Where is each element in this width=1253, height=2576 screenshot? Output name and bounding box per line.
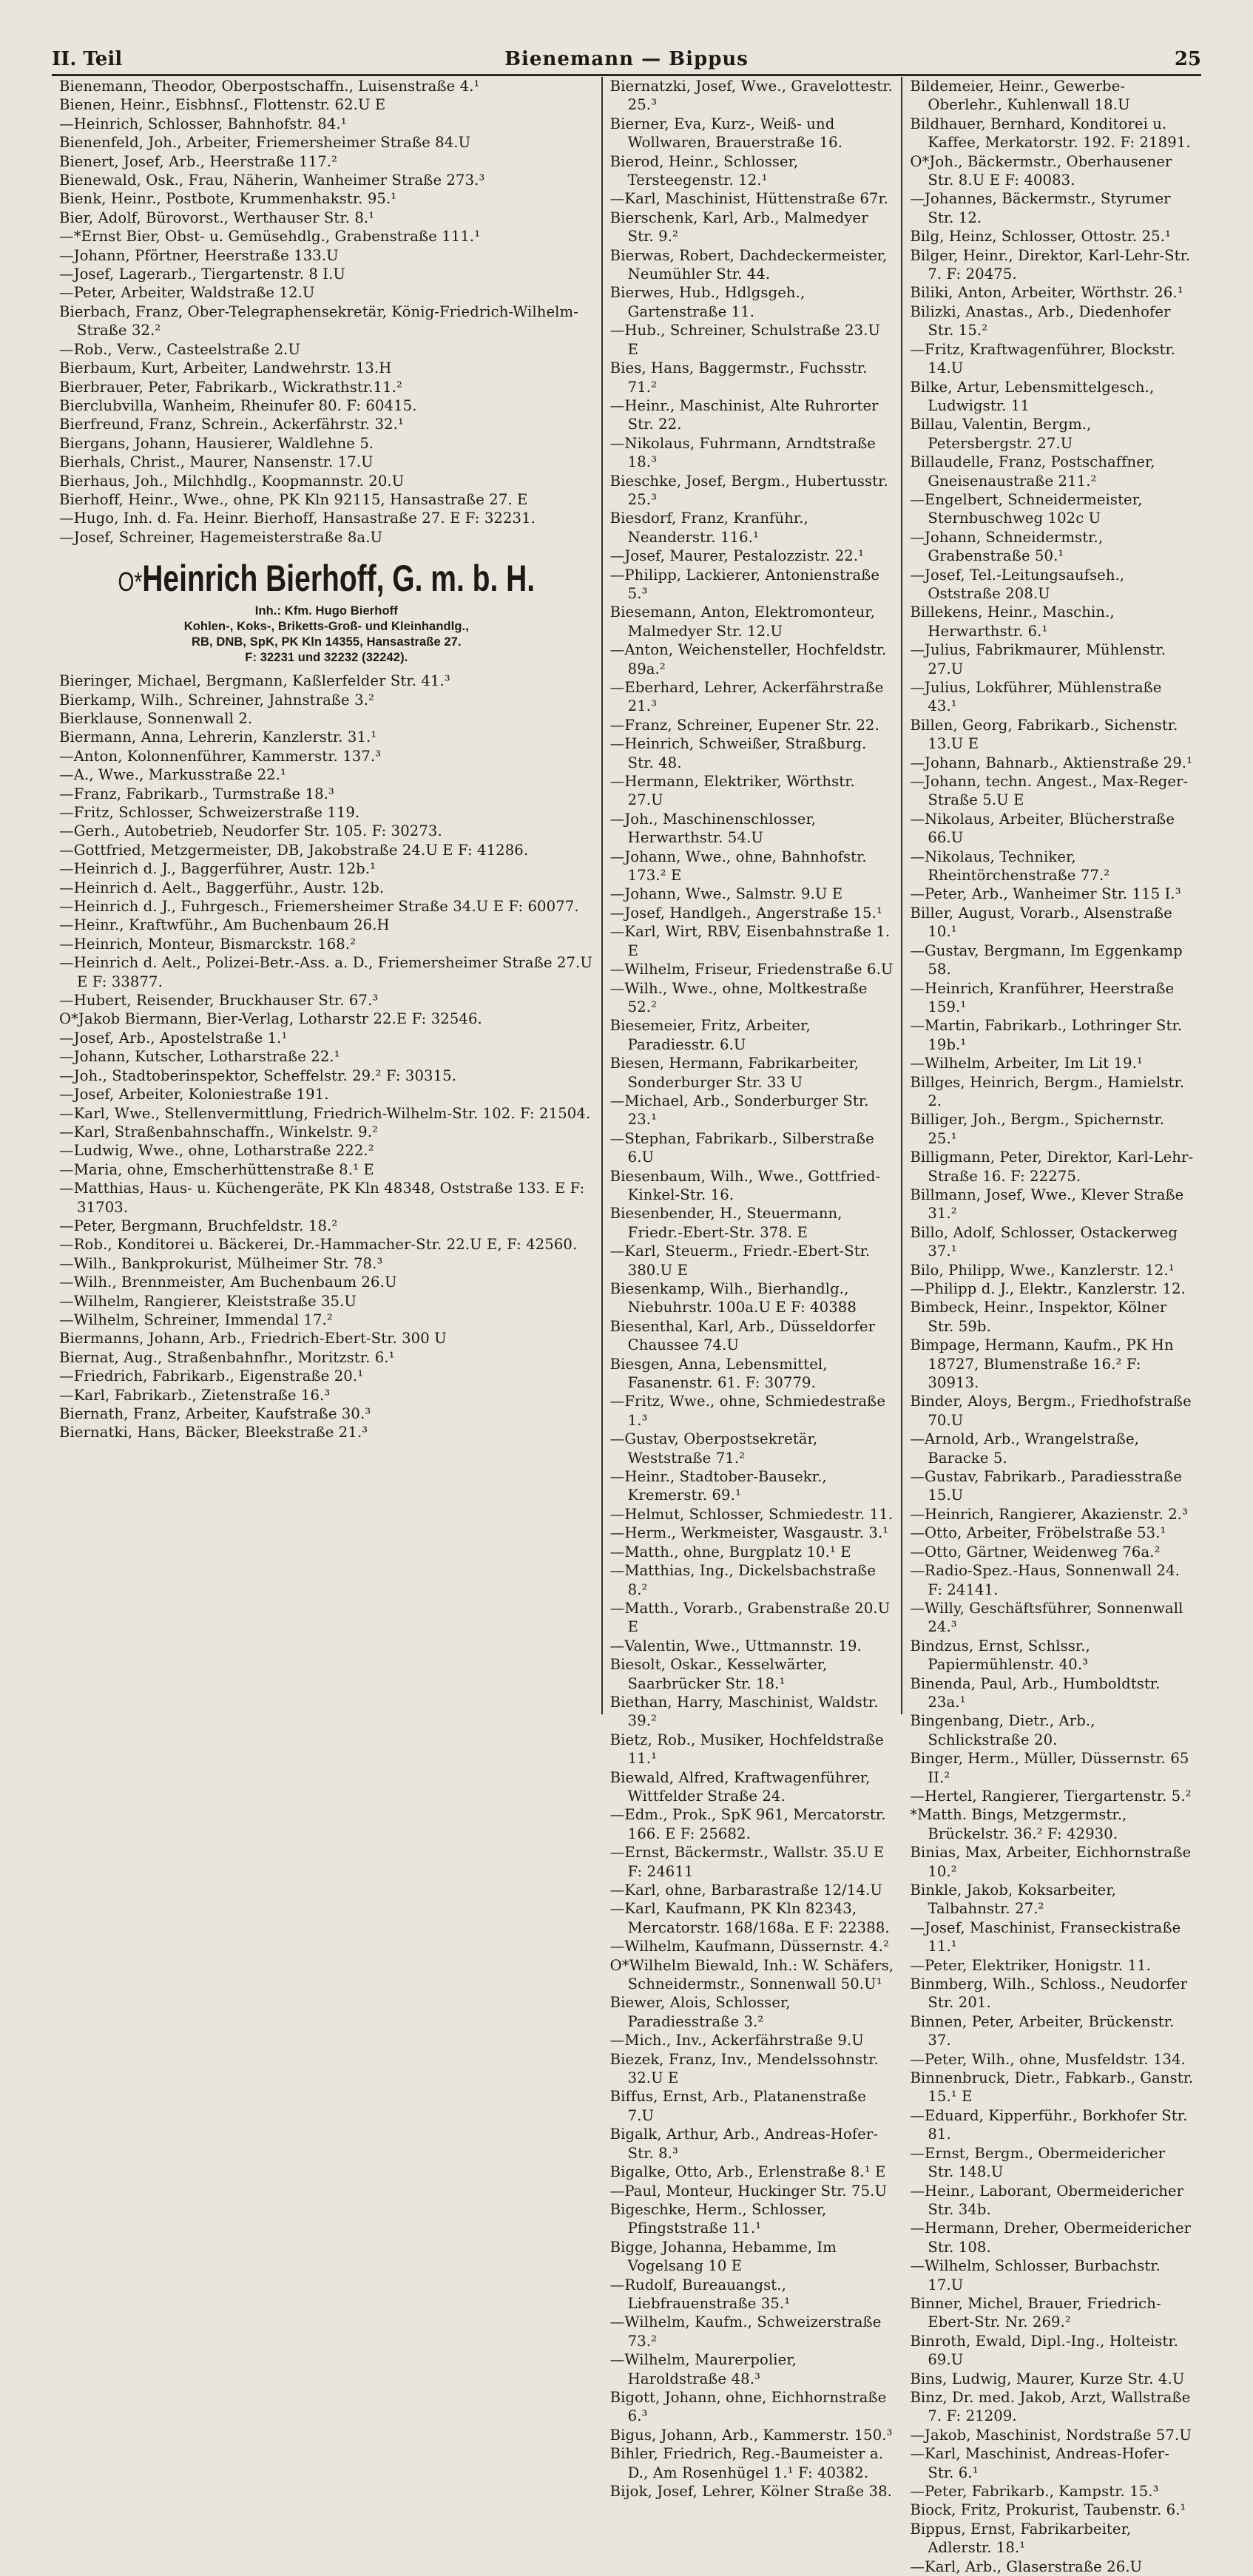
directory-entry: Bienk, Heinr., Postbote, Krummenhakstr. 95.¹	[59, 190, 397, 208]
directory-entry: Bigus, Johann, Arb., Kammerstr. 150.³	[609, 2426, 893, 2444]
directory-entry: Bienen, Heinr., Eisbhnsſ., Flottenstr. 62.U E	[59, 96, 386, 114]
directory-entry: —Karl, Fabrikarb., Zietenstraße 16.³	[59, 1386, 331, 1404]
directory-entry: Biethan, Harry, Maschinist, Waldstr. 39.²	[609, 1693, 879, 1730]
directory-entry: —Arnold, Arb., Wrangelstraße, Baracke 5.	[910, 1430, 1139, 1467]
directory-entry: —Heinrich d. J., Baggerführer, Austr. 12b.¹	[59, 860, 376, 878]
directory-entry: Bippus, Ernst, Fabrikarbeiter, Adlerstr. 18.¹	[910, 2520, 1132, 2557]
directory-entry: —Karl, Maschinist, Hüttenstraße 67r.	[609, 190, 889, 208]
directory-entry: —Josef, Schreiner, Hagemeisterstraße 8a.U	[59, 528, 383, 546]
directory-entry: Billiger, Joh., Bergm., Spichernstr. 25.¹	[910, 1111, 1165, 1147]
directory-entry: —Otto, Gärtner, Weidenweg 76a.²	[910, 1543, 1161, 1561]
directory-entry: —Karl, ohne, Barbarastraße 12/14.U	[609, 1882, 882, 1899]
directory-entry: O*Jakob Biermann, Bier-Verlag, Lotharstr 22.E F: 32546.	[59, 1010, 482, 1028]
directory-entry: —Heinr., Stadtober-Bausekr., Kremerstr. 69.¹	[609, 1468, 827, 1504]
directory-entry: —Peter, Arbeiter, Waldstraße 12.U	[59, 284, 315, 302]
directory-entry: Bier, Adolf, Bürovorst., Werthauser Str. 8.¹	[59, 209, 375, 226]
directory-entry: —Matthias, Haus- u. Küchengeräte, PK Kln 48348, Oststraße 133. E F: 31703.	[59, 1180, 585, 1216]
directory-entry: —Eberhard, Lehrer, Ackerfährstraße 21.³	[609, 679, 884, 715]
directory-entry: —Franz, Schreiner, Eupener Str. 22.	[609, 716, 879, 734]
directory-entry: —Josef, Maschinist, Franseckistraße 11.¹	[910, 1919, 1181, 1955]
directory-entry: —Rudolf, Bureauangst., Liebfrauenstraße 35.¹	[609, 2276, 791, 2312]
directory-entry: Billo, Adolf, Schlosser, Ostackerweg 37.¹	[910, 1223, 1178, 1260]
directory-entry: —Heinrich d. J., Fuhrgesch., Friemersheimer Straße 34.U E F: 60077.	[59, 898, 579, 916]
directory-entry: Biesen, Hermann, Fabrikarbeiter, Sonderburger Str. 33 U	[609, 1055, 859, 1091]
directory-entry: Billau, Valentin, Bergm., Petersbergstr. 27.U	[910, 416, 1092, 452]
directory-entry: —Nikolaus, Arbeiter, Blücherstraße 66.U	[910, 810, 1175, 847]
directory-entry: Biesemeier, Fritz, Arbeiter, Paradiesstr. 6.U	[609, 1017, 811, 1053]
directory-entry: O*Joh., Bäckermstr., Oberhausener Str. 8.U E F: 40083.	[910, 152, 1172, 189]
directory-entry: —Johann, Kutscher, Lotharstraße 22.¹	[59, 1048, 340, 1066]
advertisement-line: Inh.: Kfm. Hugo Bierhoff	[254, 604, 398, 618]
directory-entry: Biernatzki, Josef, Wwe., Gravelottestr. 25.³	[609, 78, 893, 114]
directory-entry: —Hermann, Elektriker, Wörthstr. 27.U	[609, 773, 855, 809]
directory-entry: —Hertel, Rangierer, Tiergartenstr. 5.²	[910, 1787, 1192, 1805]
page-header	[52, 44, 1201, 74]
directory-entry: Bindzus, Ernst, Schlssr., Papiermühlenstr. 40.³	[910, 1637, 1090, 1674]
directory-entry: —Mich., Inv., Ackerfährstraße 9.U	[609, 2032, 864, 2049]
directory-entry: Bildemeier, Heinr., Gewerbe-Oberlehr., Kuhlenwall 18.U	[910, 78, 1130, 114]
directory-entry: Binmberg, Wilh., Schloss., Neudorfer Str. 201.	[910, 1975, 1188, 2012]
directory-entry: —Valentin, Wwe., Uttmannstr. 19.	[609, 1637, 862, 1654]
directory-entry: Bihler, Friedrich, Reg.-Baumeister a. D., Am Rosenhügel 1.¹ F: 40382.	[609, 2445, 884, 2481]
directory-entry: —Willy, Geschäftsführer, Sonnenwall 24.³	[910, 1599, 1183, 1636]
directory-entry: —Heinr., Maschinist, Alte Ruhrorter Str. 22.	[609, 396, 879, 433]
directory-entry: Bierhals, Christ., Maurer, Nansenstr. 17.U	[59, 453, 374, 471]
directory-entry: Binger, Herm., Müller, Düssernstr. 65 II.²	[910, 1750, 1189, 1786]
directory-entry: Billmann, Josef, Wwe., Klever Straße 31.²	[910, 1186, 1184, 1223]
directory-entry: —Gerh., Autobetrieb, Neudorfer Str. 105. F: 30273.	[59, 822, 442, 840]
directory-entry: —Johann, Wwe., Salmstr. 9.U E	[609, 885, 843, 903]
directory-entry: Bietz, Rob., Musiker, Hochfeldstraße 11.¹	[609, 1731, 884, 1768]
directory-entry: Billekens, Heinr., Maschin., Herwarthstr. 6.¹	[910, 604, 1115, 640]
directory-entry: O*Wilhelm Biewald, Inh.: W. Schäfers, Schneidermstr., Sonnenwall 50.U¹	[609, 1956, 894, 1993]
directory-entry: —Hugo, Inh. d. Fa. Heinr. Bierhoff, Hansastraße 27. E F: 32231.	[59, 510, 536, 527]
directory-entry: Binroth, Ewald, Dipl.-Ing., Holteistr. 69.U	[910, 2332, 1179, 2369]
directory-entry: —Julius, Fabrikmaurer, Mühlenstr. 27.U	[910, 641, 1166, 677]
advertisement	[59, 557, 594, 666]
directory-entry: Billen, Georg, Fabrikarb., Sichenstr. 13.U E	[910, 716, 1178, 753]
directory-entry: Biliki, Anton, Arbeiter, Wörthstr. 26.¹	[910, 284, 1183, 302]
directory-entry: Bins, Ludwig, Maurer, Kurze Str. 4.U	[910, 2370, 1185, 2387]
directory-entry: Biernatki, Hans, Bäcker, Bleekstraße 21.³	[59, 1424, 368, 1441]
directory-entry: Bienert, Josef, Arb., Heerstraße 117.²	[59, 152, 338, 170]
directory-entry: Biesgen, Anna, Lebensmittel, Fasanenstr. 61. F: 30779.	[609, 1355, 828, 1392]
directory-entry: Bierhaus, Joh., Milchhdlg., Koopmannstr. 20.U	[59, 472, 405, 490]
directory-entry: Bilke, Artur, Lebensmittelgesch., Ludwigstr. 11	[910, 378, 1155, 414]
directory-entry: —Johann, Schneidermstr., Grabenstraße 50.¹	[910, 528, 1104, 565]
directory-entry: —Anton, Kolonnenführer, Kammerstr. 137.³	[59, 747, 382, 765]
directory-entry: Biesenthal, Karl, Arb., Düsseldorfer Chaussee 74.U	[609, 1317, 876, 1354]
directory-entry: —Hermann, Dreher, Obermeidericher Str. 108.	[910, 2220, 1192, 2256]
directory-entry: Binkle, Jakob, Koksarbeiter, Talbahnstr. 27.²	[910, 1882, 1117, 1918]
directory-entry: —Heinrich d. Aelt., Polizei-Betr.-Ass. a. D., Friemersheimer Straße 27.U E F: 33877.	[59, 954, 592, 990]
advertisement-line: RB, DNB, SpK, PK Kln 14355, Hansastraße 27.	[191, 635, 462, 649]
directory-entry: —Peter, Elektriker, Honigstr. 11.	[910, 1956, 1152, 1974]
header-rule	[52, 74, 1201, 76]
directory-entry: —Maria, ohne, Emscherhüttenstraße 8.¹ E	[59, 1160, 374, 1178]
directory-entry: —Wilhelm, Rangierer, Kleiststraße 35.U	[59, 1292, 357, 1310]
directory-entry: Binnen, Peter, Arbeiter, Brückenstr. 37.	[910, 2012, 1175, 2049]
directory-entry: —Ludwig, Wwe., ohne, Lotharstraße 222.²	[59, 1142, 374, 1160]
directory-entry: —Nikolaus, Fuhrmann, Arndtstraße 18.³	[609, 434, 876, 471]
directory-entry: —A., Wwe., Markusstraße 22.¹	[59, 766, 286, 784]
directory-entry: Biesenbaum, Wilh., Wwe., Gottfried-Kinkel-Str. 16.	[609, 1167, 881, 1203]
directory-entry: Bilg, Heinz, Schlosser, Ottostr. 25.¹	[910, 228, 1171, 246]
directory-entry: Billigmann, Peter, Direktor, Karl-Lehr-Straße 16. F: 22275.	[910, 1149, 1194, 1185]
directory-entry: —Wilhelm, Arbeiter, Im Lit 19.¹	[910, 1055, 1143, 1072]
directory-entry: —Heinrich, Schlosser, Bahnhofstr. 84.¹	[59, 115, 347, 132]
directory-entry: —Philipp, Lackierer, Antonienstraße 5.³	[609, 566, 880, 602]
directory-entry: —*Ernst Bier, Obst- u. Gemüsehdlg., Grabenstraße 111.¹	[59, 228, 481, 246]
directory-entry: Billaudelle, Franz, Postschaffner, Gneisenaustraße 211.²	[910, 453, 1155, 490]
directory-entry: —Josef, Lagerarb., Tiergartenstr. 8 I.U	[59, 266, 346, 283]
directory-entry: —Peter, Wilh., ohne, Musfeldstr. 134.	[910, 2050, 1186, 2068]
directory-entry: Bienenfeld, Joh., Arbeiter, Friemersheimer Straße 84.U	[59, 134, 471, 152]
column-3	[901, 77, 1201, 2575]
directory-entry: —Peter, Bergmann, Bruchfeldstr. 18.²	[59, 1217, 338, 1234]
directory-entry: —Franz, Fabrikarb., Turmstraße 18.³	[59, 785, 334, 802]
directory-entry: Bigeschke, Herm., Schlosser, Pfingststraße 11.¹	[609, 2200, 827, 2237]
directory-entry: —Rob., Konditorei u. Bäckerei, Dr.-Hammacher-Str. 22.U E, F: 42560.	[59, 1236, 578, 1254]
directory-entry: —Rob., Verw., Casteelstraße 2.U	[59, 340, 301, 358]
directory-entry: Bierner, Eva, Kurz-, Weiß- und Wollwaren, Brauerstraße 16.	[609, 115, 843, 152]
directory-entry: Biller, August, Vorarb., Alsenstraße 10.¹	[910, 904, 1172, 941]
directory-entry: Bigalk, Arthur, Arb., Andreas-Hofer-Str. 8.³	[609, 2126, 879, 2162]
directory-entry: —Otto, Arbeiter, Fröbelstraße 53.¹	[910, 1524, 1166, 1542]
directory-entry: —Jakob, Maschinist, Nordstraße 57.U	[910, 2426, 1192, 2444]
directory-entry: —Engelbert, Schneidermeister, Sternbuschweg 102c U	[910, 490, 1143, 527]
directory-entry: Biermanns, Johann, Arb., Friedrich-Ebert-Str. 300 U	[59, 1330, 447, 1348]
advertisement-line: Kohlen-, Koks-, Briketts-Groß- und Kleinhandlg.,	[183, 620, 469, 634]
directory-entry: Biesemann, Anton, Elektromonteur, Malmedyer Str. 12.U	[609, 604, 875, 640]
directory-entry: Biesenbender, H., Steuermann, Friedr.-Ebert-Str. 378. E	[609, 1205, 842, 1241]
directory-entry: —Karl, Steuerm., Friedr.-Ebert-Str. 380.U E	[609, 1243, 871, 1279]
directory-entry: —Heinrich, Monteur, Bismarckstr. 168.²	[59, 935, 357, 953]
directory-entry: —Karl, Maschinist, Andreas-Hofer-Str. 6.¹	[910, 2445, 1169, 2481]
directory-entry: —Fritz, Wwe., ohne, Schmiedestraße 1.³	[609, 1393, 886, 1429]
directory-entry: Bimpage, Hermann, Kaufm., PK Hn 18727, Blumenstraße 16.² F: 30913.	[910, 1336, 1174, 1392]
directory-entry: Binias, Max, Arbeiter, Eichhornstraße 10.²	[910, 1844, 1192, 1880]
directory-entry: —Wilhelm, Schlosser, Burbachstr. 17.U	[910, 2257, 1161, 2293]
directory-entry: —Peter, Arb., Wanheimer Str. 115 I.³	[910, 885, 1181, 903]
directory-entry: —Joh., Maschinenschlosser, Herwarthstr. 54.U	[609, 810, 817, 847]
directory-entry: —Gottfried, Metzgermeister, DB, Jakobstraße 24.U E F: 41286.	[59, 841, 529, 859]
directory-entry: —Wilh., Wwe., ohne, Moltkestraße 52.²	[609, 979, 868, 1015]
directory-entry: —Helmut, Schlosser, Schmiedestr. 11.	[609, 1505, 894, 1523]
directory-entry: Bierschenk, Karl, Arb., Malmedyer Str. 9.²	[609, 209, 868, 246]
directory-entry: —Wilhelm, Schreiner, Immendal 17.²	[59, 1311, 333, 1328]
directory-entry: —Martin, Fabrikarb., Lothringer Str. 19b.¹	[910, 1017, 1183, 1053]
directory-entry: —Johann, Wwe., ohne, Bahnhofstr. 173.² E	[609, 848, 867, 885]
directory-entry: Bienemann, Theodor, Oberpostschaffn., Luisenstraße 4.¹	[59, 78, 480, 95]
directory-entry: —Fritz, Schlosser, Schweizerstraße 119.	[59, 804, 360, 821]
directory-entry: Bierod, Heinr., Schlosser, Tersteegenstr. 12.¹	[609, 152, 799, 189]
directory-entry: —Heinrich d. Aelt., Baggerführ., Austr. 12b.	[59, 879, 385, 896]
directory-entry: —Karl, Wirt, RBV, Eisenbahnstraße 1. E	[609, 923, 891, 959]
directory-entry: Biewald, Alfred, Kraftwagenführer, Wittfelder Straße 24.	[609, 1768, 871, 1805]
directory-entry: —Ernst, Bäckermstr., Wallstr. 35.U E F: 24611	[609, 1844, 885, 1880]
header-section: II. Teil	[52, 48, 123, 70]
directory-entry: Biesolt, Oskar., Kesselwärter, Saarbrücker Str. 18.¹	[609, 1656, 828, 1692]
directory-entry: Bierclubvilla, Wanheim, Rheinufer 80. F: 60415.	[59, 396, 417, 414]
directory-entry: Binner, Michel, Brauer, Friedrich-Ebert-Str. Nr. 269.²	[910, 2294, 1161, 2331]
directory-entry: Bierhoff, Heinr., Wwe., ohne, PK Kln 92115, Hansastraße 27. E	[59, 490, 528, 508]
directory-entry: —Josef, Handlgeh., Angerstraße 15.¹	[609, 904, 882, 922]
directory-entry: —Hub., Schreiner, Schulstraße 23.U E	[609, 322, 881, 358]
directory-entry: —Wilhelm, Maurerpolier, Haroldstraße 48.³	[609, 2351, 797, 2387]
directory-entry: Binenda, Paul, Arb., Humboldtstr. 23a.¹	[910, 1674, 1161, 1711]
directory-entry: Biergans, Johann, Hausierer, Waldlehne 5.	[59, 434, 374, 452]
directory-entry: Bilger, Heinr., Direktor, Karl-Lehr-Str. 7. F: 20475.	[910, 246, 1191, 283]
directory-entry: —Matth., Vorarb., Grabenstraße 20.U E	[609, 1599, 891, 1636]
advertisement-symbol: O*	[118, 567, 143, 598]
directory-entry: —Wilh., Brennmeister, Am Buchenbaum 26.U	[59, 1274, 397, 1291]
directory-entry: Bigott, Johann, ohne, Eichhornstraße 6.³	[609, 2388, 887, 2425]
directory-entry: Bijok, Josef, Lehrer, Kölner Straße 38.	[609, 2483, 892, 2500]
directory-entry: Bilizki, Anastas., Arb., Diedenhofer Str. 15.²	[910, 302, 1171, 339]
directory-entry: —Josef, Arbeiter, Koloniestraße 191.	[59, 1086, 329, 1103]
directory-entry: Bigge, Johanna, Hebamme, Im Vogelsang 10 E	[609, 2238, 837, 2275]
directory-entry: —Gustav, Fabrikarb., Paradiesstraße 15.U	[910, 1468, 1182, 1504]
directory-entry: —Paul, Monteur, Huckinger Str. 75.U	[609, 2182, 888, 2200]
directory-entry: —Nikolaus, Techniker, Rheintörchenstraße 77.²	[910, 848, 1110, 885]
directory-entry: —Karl, Arb., Glaserstraße 26.U	[910, 2558, 1143, 2575]
directory-entry: —Heinrich, Kranführer, Heerstraße 159.¹	[910, 979, 1175, 1015]
directory-entry: Biewer, Alois, Schlosser, Paradiesstraße 3.²	[609, 1994, 791, 2030]
directory-entry: Biezek, Franz, Inv., Mendelssohnstr. 32.U E	[609, 2050, 879, 2087]
directory-entry: Bimbeck, Heinr., Inspektor, Kölner Str. 59b.	[910, 1299, 1167, 1335]
directory-entry: *Matth. Bings, Metzgermstr., Brückelstr. 36.² F: 42930.	[910, 1806, 1127, 1842]
directory-entry: Bies, Hans, Baggermstr., Fuchsstr. 71.²	[609, 359, 868, 396]
directory-entry: Bierklause, Sonnenwall 2.	[59, 709, 253, 727]
directory-entry: —Herm., Werkmeister, Wasgaustr. 3.¹	[609, 1524, 889, 1542]
advertisement-company: Heinrich Bierhoff, G. m. b. H.	[142, 558, 536, 600]
directory-entry: Biermann, Anna, Lehrerin, Kanzlerstr. 31.¹	[59, 728, 377, 746]
directory-entry: —Stephan, Fabrikarb., Silberstraße 6.U	[609, 1129, 874, 1166]
directory-entry: —Radio-Spez.-Haus, Sonnenwall 24. F: 24141.	[910, 1562, 1181, 1598]
directory-entry: Bierbach, Franz, Ober-Telegraphensekretär, König-Friedrich-Wilhelm-Straße 32.²	[59, 302, 578, 339]
directory-entry: Biesdorf, Franz, Kranführ., Neanderstr. 116.¹	[609, 510, 808, 546]
directory-entry: —Johann, Bahnarb., Aktienstraße 29.¹	[910, 754, 1193, 771]
directory-entry: Bierwes, Hub., Hdlgsgeh., Gartenstraße 11.	[609, 284, 806, 320]
directory-entry: Biock, Fritz, Prokurist, Taubenstr. 6.¹	[910, 2501, 1186, 2519]
page-number: 25	[1174, 48, 1201, 70]
column-2	[601, 77, 902, 2500]
directory-entry: —Hubert, Reisender, Bruckhauser Str. 67.³	[59, 992, 379, 1010]
directory-entry: Biernat, Aug., Straßenbahnfhr., Moritzstr. 6.¹	[59, 1348, 395, 1366]
directory-entry: —Heinr., Laborant, Obermeidericher Str. 34b.	[910, 2182, 1184, 2218]
advertisement-line: F: 32231 und 32232 (32242).	[245, 651, 408, 665]
directory-entry: Binnenbruck, Dietr., Fabkarb., Ganstr. 15.¹ E	[910, 2069, 1194, 2106]
directory-entry: —Johannes, Bäckermstr., Styrumer Str. 12.	[910, 190, 1171, 226]
directory-entry: Bigalke, Otto, Arb., Erlenstraße 8.¹ E	[609, 2163, 886, 2181]
directory-entry: —Johann, Pförtner, Heerstraße 133.U	[59, 246, 339, 264]
directory-entry: —Johann, techn. Angest., Max-Reger-Straße 5.U E	[910, 773, 1189, 809]
directory-entry: —Heinrich, Schweißer, Straßburg. Str. 48.	[609, 735, 867, 771]
directory-entry: Binder, Aloys, Bergm., Friedhofstraße 70.U	[910, 1393, 1192, 1429]
directory-entry: Bieschke, Josef, Bergm., Hubertusstr. 25.³	[609, 472, 888, 508]
directory-entry: —Josef, Arb., Apostelstraße 1.¹	[59, 1029, 288, 1047]
directory-entry: —Heinrich, Rangierer, Akazienstr. 2.³	[910, 1505, 1189, 1523]
directory-entry: Billges, Heinrich, Bergm., Hamielstr. 2.	[910, 1073, 1185, 1109]
directory-entry: Biernath, Franz, Arbeiter, Kaufstraße 30.³	[59, 1405, 371, 1422]
directory-entry: Bierwas, Robert, Dachdeckermeister, Neumühler Str. 44.	[609, 246, 888, 283]
directory-entry: —Friedrich, Fabrikarb., Eigenstraße 20.¹	[59, 1368, 364, 1385]
column-1	[52, 77, 601, 1714]
directory-entry: —Gustav, Bergmann, Im Eggenkamp 58.	[910, 942, 1183, 978]
directory-entry: —Michael, Arb., Sonderburger Str. 23.¹	[609, 1092, 869, 1129]
directory-entry: —Wilh., Bankprokurist, Mülheimer Str. 78.³	[59, 1254, 383, 1272]
directory-entry: —Philipp d. J., Elektr., Kanzlerstr. 12.	[910, 1280, 1186, 1297]
directory-entry: Bildhauer, Bernhard, Konditorei u. Kaffee, Merkatorstr. 192. F: 21891.	[910, 115, 1191, 152]
directory-entry: —Karl, Wwe., Stellenvermittlung, Friedrich-Wilhelm-Str. 102. F: 21504.	[59, 1104, 591, 1122]
directory-entry: Biesenkamp, Wilh., Bierhandlg., Niebuhrstr. 100a.U E F: 40388	[609, 1280, 857, 1316]
directory-entry: Bingenbang, Dietr., Arb., Schlickstraße 20.	[910, 1712, 1095, 1748]
directory-entry: —Josef, Tel.-Leitungsaufseh., Oststraße 208.U	[910, 566, 1125, 602]
directory-entry: —Gustav, Oberpostsekretär, Weststraße 71.²	[609, 1430, 818, 1467]
directory-entry: —Ernst, Bergm., Obermeidericher Str. 148.U	[910, 2144, 1166, 2181]
directory-entry: —Matth., ohne, Burgplatz 10.¹ E	[609, 1543, 851, 1561]
directory-entry: —Wilhelm, Kaufm., Schweizerstraße 73.²	[609, 2313, 882, 2350]
directory-entry: —Karl, Straßenbahnschaffn., Winkelstr. 9.²	[59, 1123, 379, 1140]
directory-entry: —Heinr., Kraftwführ., Am Buchenbaum 26.H	[59, 916, 390, 934]
directory-entry: Binz, Dr. med. Jakob, Arzt, Wallstraße 7. F: 21209.	[910, 2388, 1191, 2425]
directory-entry: —Matthias, Ing., Dickelsbachstraße 8.²	[609, 1562, 877, 1598]
directory-entry: —Peter, Fabrikarb., Kampstr. 15.³	[910, 2483, 1159, 2500]
directory-entry: Bierkamp, Wilh., Schreiner, Jahnstraße 3.²	[59, 691, 374, 709]
directory-entry: —Fritz, Kraftwagenführer, Blockstr. 14.U	[910, 340, 1176, 377]
directory-entry: —Josef, Maurer, Pestalozzistr. 22.¹	[609, 547, 865, 565]
directory-entry: —Joh., Stadtoberinspektor, Scheffelstr. 29.² F: 30315.	[59, 1066, 457, 1084]
directory-entry: —Julius, Lokführer, Mühlenstraße 43.¹	[910, 679, 1162, 715]
directory-entry: —Karl, Kaufmann, PK Kln 82343, Mercatorstr. 168/168a. E F: 22388.	[609, 1900, 890, 1936]
directory-entry: Bierbrauer, Peter, Fabrikarb., Wickrathstr.11.²	[59, 378, 402, 396]
directory-entry: Bienewald, Osk., Frau, Näherin, Wanheimer Straße 273.³	[59, 172, 485, 189]
directory-entry: —Eduard, Kipperführ., Borkhofer Str. 81.	[910, 2106, 1188, 2143]
directory-entry: —Wilhelm, Friseur, Friedenstraße 6.U	[609, 961, 894, 978]
directory-entry: Bilo, Philipp, Wwe., Kanzlerstr. 12.¹	[910, 1261, 1175, 1279]
directory-entry: —Edm., Prok., SpK 961, Mercatorstr. 166. E F: 25682.	[609, 1806, 886, 1842]
directory-entry: —Wilhelm, Kaufmann, Düssernstr. 4.²	[609, 1938, 889, 1955]
directory-entry: Biffus, Ernst, Arb., Platanenstraße 7.U	[609, 2088, 867, 2124]
directory-entry: Bieringer, Michael, Bergmann, Kaßlerfelder Str. 41.³	[59, 672, 450, 690]
advertisement-title	[118, 557, 535, 604]
header-name-range: Bienemann — Bippus	[504, 48, 749, 70]
columns	[52, 77, 1201, 2575]
directory-entry: —Anton, Weichensteller, Hochfeldstr. 89a.²	[609, 641, 887, 677]
directory-entry: Bierfreund, Franz, Schrein., Ackerfährstr. 32.¹	[59, 416, 404, 433]
directory-entry: Bierbaum, Kurt, Arbeiter, Landwehrstr. 13.H	[59, 359, 392, 377]
